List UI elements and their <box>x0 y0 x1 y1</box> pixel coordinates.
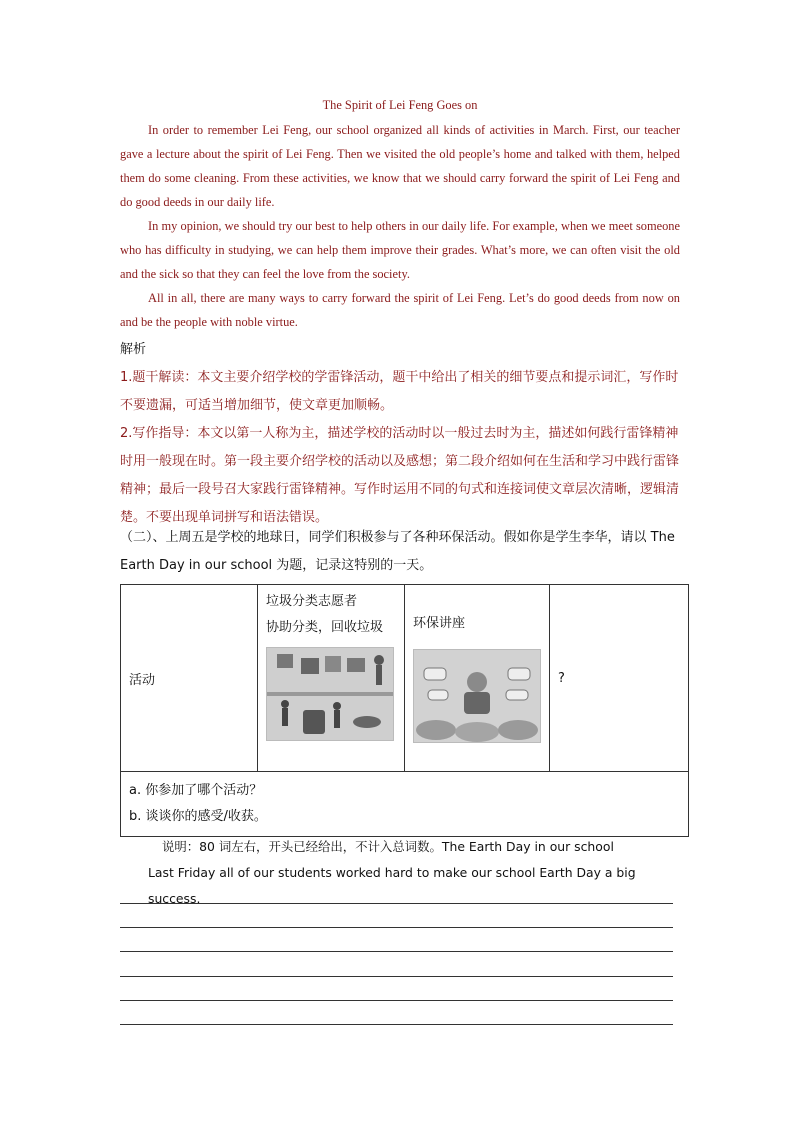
answer-line[interactable] <box>120 951 673 952</box>
environmental-lecture-image <box>413 649 541 743</box>
answer-line[interactable] <box>120 1000 673 1001</box>
answer-line[interactable] <box>120 976 673 977</box>
activity-lecture-cell <box>405 585 550 772</box>
activity-recycling-cell <box>258 585 405 772</box>
writing-task <box>120 524 690 580</box>
activity-unknown-cell <box>550 585 689 772</box>
answer-line[interactable] <box>120 1024 673 1025</box>
essay-opening-sentence: Last Friday all of our students worked hard to make our school Earth Day a big success. <box>148 865 636 906</box>
instructions-line-1: 说明：80 词左右，开头已经给出，不计入总词数。The Earth Day in our school <box>162 839 614 854</box>
activity-recycling-desc: 协助分类，回收垃圾 <box>266 620 384 635</box>
instructions <box>120 834 680 912</box>
analysis-item-1: 1.题干解读：本文主要介绍学校的学雷锋活动，题干中给出了相关的细节要点和提示词汇，写作时不要遗漏，可适当增加细节，使文章更加顺畅。 <box>120 370 679 413</box>
activity-lecture-title: 环保讲座 <box>413 616 466 631</box>
essay-paragraph: All in all, there are many ways to carry forward the spirit of Lei Feng. Let’s do good deeds from now on and be the people with noble virtue. <box>120 291 680 329</box>
questions-cell <box>121 772 689 837</box>
recycling-volunteers-image <box>266 647 394 741</box>
essay-title: The Spirit of Lei Feng Goes on <box>322 98 478 112</box>
task-intro: （二）、上周五是学校的地球日，同学们积极参与了各种环保活动。假如你是学生李华，请以 The Earth Day in our school 为题，记录这特别的一天。 <box>120 530 675 573</box>
analysis-section <box>120 336 680 532</box>
answer-line[interactable] <box>120 903 673 904</box>
row-label: 活动 <box>129 672 156 688</box>
essay-paragraph: In order to remember Lei Feng, our school organized all kinds of activities in March. First, our teacher gave a lecture about the spirit of Lei Feng. Then we visited the old people’s home and talked with them, helped them do some cleaning. From these activities, we know that we should carry forward the spirit of Lei Feng and do good deeds in our daily life. <box>120 123 680 209</box>
essay-paragraph: In my opinion, we should try our best to help others in our daily life. For example, when we meet someone who has difficulty in studying, we can help them improve their grades. What’s more, we can often visit the old and the sick so that they can feel the love from the society. <box>120 219 680 281</box>
question-b: b. 谈谈你的感受/收获。 <box>129 809 267 824</box>
model-essay <box>120 96 680 334</box>
activity-recycling-title: 垃圾分类志愿者 <box>266 594 358 609</box>
unknown-activity-mark: ? <box>558 670 565 686</box>
answer-line[interactable] <box>120 927 673 928</box>
analysis-item-2: 2.写作指导：本文以第一人称为主，描述学校的活动时以一般过去时为主，描述如何践行雷锋精神时用一般现在时。第一段主要介绍学校的活动以及感想；第二段介绍如何在生活和学习中践行雷锋精神；最后一段号召大家践行雷锋精神。写作时运用不同的句式和连接词使文章层次清晰，逻辑清楚。不要出现单词拼写和语法错误。 <box>120 426 680 525</box>
activity-table <box>120 584 689 837</box>
analysis-heading: 解析 <box>120 342 147 357</box>
question-a: a. 你参加了哪个活动？ <box>129 783 263 798</box>
row-label-cell <box>121 585 258 772</box>
